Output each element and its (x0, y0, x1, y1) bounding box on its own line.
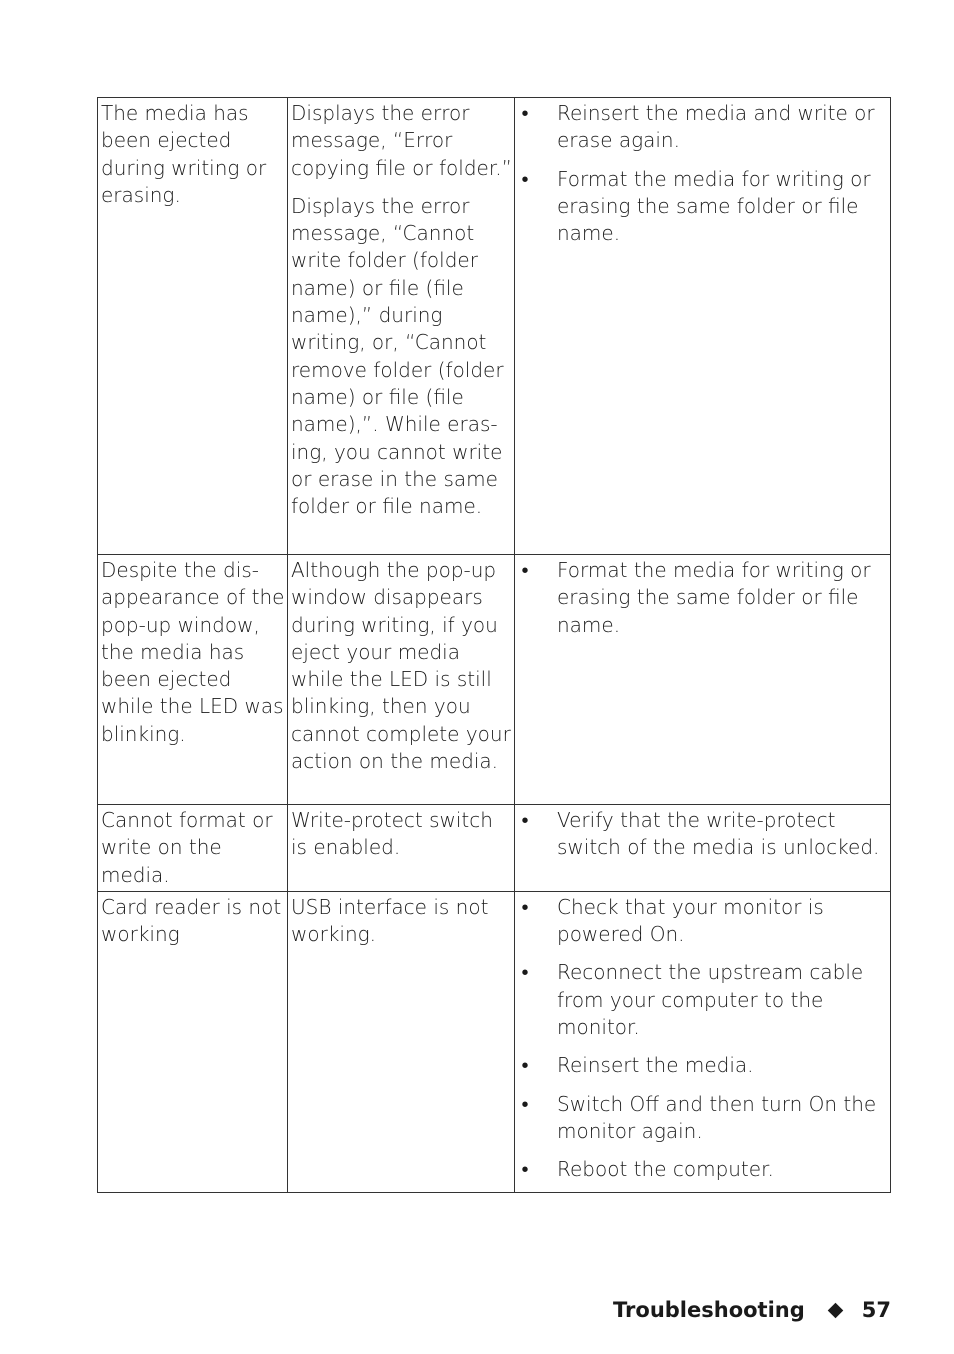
symptom-cell (288, 555, 515, 805)
troubleshooting-table (97, 97, 891, 1193)
table-row (98, 891, 891, 1192)
solution-cell (515, 891, 891, 1192)
symptom-text: Although the pop-up window disappears during writing, if you eject your media while the LED is still blinking, then you cannot complete your action on the media. (291, 558, 511, 774)
symptom-text: Displays the error message, “Error copying file or folder.” (291, 101, 512, 180)
page-footer (613, 1298, 891, 1322)
solution-cell (515, 555, 891, 805)
diamond-separator-icon (827, 1302, 843, 1318)
page-number: 57 (861, 1298, 891, 1322)
symptom-cell (288, 891, 515, 1192)
bullet-icon: • (521, 894, 529, 919)
symptom-text: Displays the error message, “Cannot write folder (folder name) or file (file name),” during writing, or, “Cannot remove folder (folder name) or file (file name),”. While eras-ing, you cannot write or erase in the same folder or file name. (291, 193, 504, 519)
problem-cell: Despite the dis-appearance of the pop-up window, the media has been ejected while the LED was blinking. (98, 555, 288, 805)
bullet-icon: • (521, 960, 529, 985)
solution-cell (515, 805, 891, 892)
symptom-cell (288, 805, 515, 892)
solution-item: • Reboot the computer. (518, 1156, 888, 1183)
bullet-icon: • (521, 558, 529, 582)
solution-cell (515, 98, 891, 555)
solution-item: • Format the media for writing or erasing the same folder or file name. (518, 166, 888, 248)
solution-item: • Reinsert the media. (518, 1052, 888, 1079)
bullet-icon: • (521, 166, 529, 191)
symptom-cell (288, 98, 515, 555)
solution-item: • Reinsert the media and write or erase again. (518, 100, 888, 155)
bullet-icon: • (521, 1091, 529, 1116)
solution-list (518, 894, 888, 1184)
solution-list (518, 807, 888, 862)
symptom-text: Write-protect switch is enabled. (291, 808, 493, 860)
table-row (98, 805, 891, 892)
solution-list (518, 100, 888, 247)
solution-item: • Switch Off and then turn On the monitor again. (518, 1091, 888, 1146)
bullet-icon: • (521, 808, 529, 832)
solution-item: • Check that your monitor is powered On. (518, 894, 888, 949)
symptom-text: USB interface is not working. (291, 894, 489, 947)
problem-cell: Card reader is not working (98, 891, 288, 1192)
footer-section-title: Troubleshooting (613, 1298, 805, 1322)
solution-item: • Format the media for writing or erasing the same folder or file name. (518, 557, 888, 639)
table-row (98, 555, 891, 805)
solution-item: • Verify that the write-protect switch of the media is unlocked. (518, 807, 888, 862)
solution-item: • Reconnect the upstream cable from your computer to the monitor. (518, 959, 888, 1041)
table-row (98, 98, 891, 555)
solution-list (518, 557, 888, 639)
problem-cell: The media has been ejected during writing or erasing. (98, 98, 288, 555)
bullet-icon: • (521, 101, 529, 125)
bullet-icon: • (521, 1157, 529, 1182)
bullet-icon: • (521, 1053, 529, 1078)
problem-cell: Cannot format or write on the media. (98, 805, 288, 892)
